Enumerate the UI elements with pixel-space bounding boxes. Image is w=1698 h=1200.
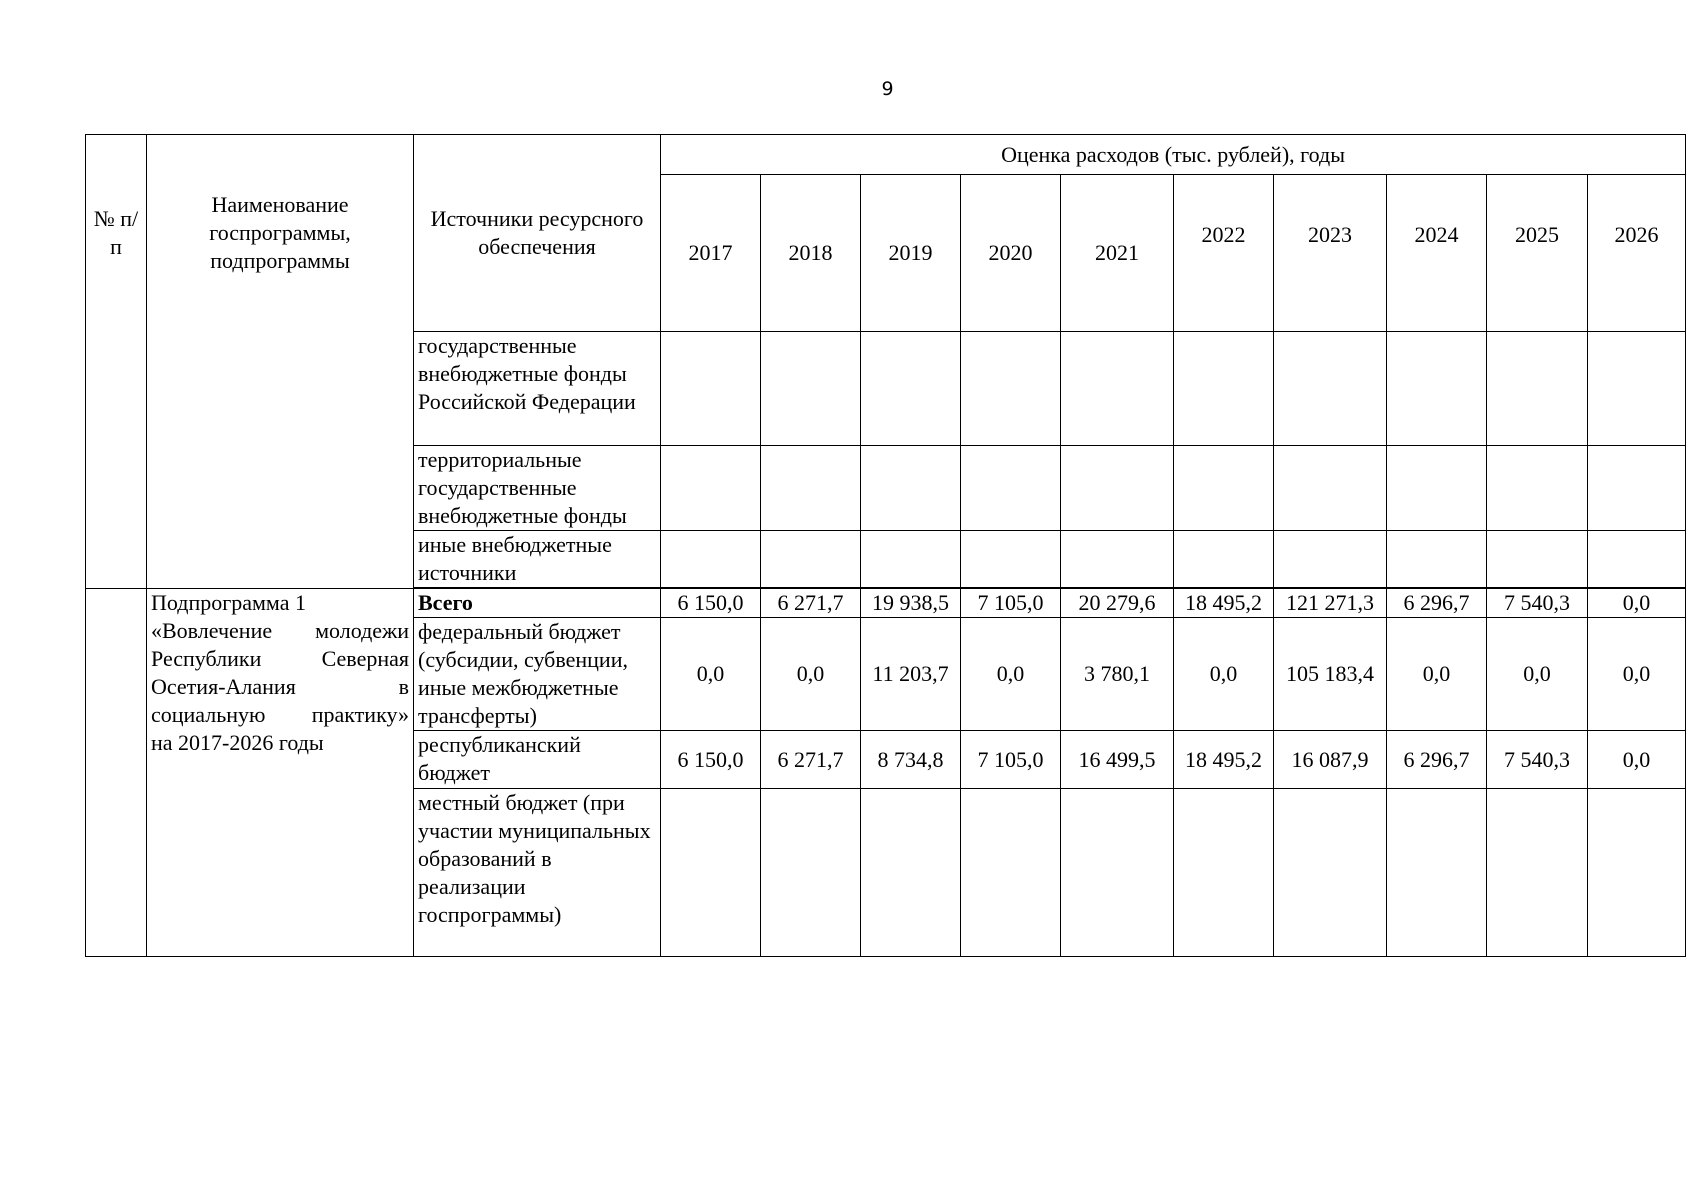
subprogram-name-line: социальную практику» — [151, 702, 409, 727]
value-cell: 20 279,6 — [1061, 589, 1174, 618]
value-cell: 7 105,0 — [961, 731, 1061, 789]
year-2021: 2021 — [1061, 175, 1174, 332]
subprogram-name-cell — [147, 589, 414, 957]
header-name-cell: Наименование госпрограммы, подпрограммы — [147, 135, 414, 589]
year-2026: 2026 — [1588, 175, 1686, 332]
value-cell: 0,0 — [661, 618, 761, 731]
budget-table — [85, 134, 1686, 957]
year-2025: 2025 — [1487, 175, 1588, 332]
source-cell: местный бюджет (при участии муниципальных образований в реализации госпрограммы) — [414, 789, 661, 957]
page-number: 9 — [881, 78, 894, 100]
value-cell — [1487, 789, 1588, 957]
value-cell: 7 105,0 — [961, 589, 1061, 618]
source-cell: федеральный бюджет (субсидии, субвенции, иные межбюджетные трансферты) — [414, 618, 661, 731]
value-cell: 0,0 — [1387, 618, 1487, 731]
subprogram-name-line: Подпрограмма 1 — [151, 590, 306, 615]
value-cell — [1274, 789, 1387, 957]
header-number-cell: № п/п — [86, 135, 147, 589]
value-cell — [661, 789, 761, 957]
value-cell: 11 203,7 — [861, 618, 961, 731]
value-cell: 0,0 — [1174, 618, 1274, 731]
year-2022: 2022 — [1174, 175, 1274, 332]
year-2017: 2017 — [661, 175, 761, 332]
subprogram-name-line: «Вовлечение молодежи — [151, 618, 409, 643]
source-cell: иные внебюджетные источники — [414, 531, 661, 588]
subprogram-name-line: Республики Северная — [151, 646, 409, 671]
source-cell: государственные внебюджетные фонды Российской Федерации — [414, 332, 661, 446]
value-cell: 121 271,3 — [1274, 589, 1387, 618]
subprogram-name-line: Осетия-Алания в — [151, 674, 409, 699]
year-2024: 2024 — [1387, 175, 1487, 332]
value-cell — [961, 789, 1061, 957]
source-cell: Всего — [414, 589, 661, 618]
value-cell: 0,0 — [1588, 731, 1686, 789]
value-cell: 8 734,8 — [861, 731, 961, 789]
value-cell: 18 495,2 — [1174, 731, 1274, 789]
value-cell — [1174, 789, 1274, 957]
value-cell — [861, 789, 961, 957]
value-cell: 0,0 — [1588, 589, 1686, 618]
value-cell: 0,0 — [1487, 618, 1588, 731]
value-cell — [1387, 789, 1487, 957]
value-cell: 7 540,3 — [1487, 731, 1588, 789]
value-cell: 6 150,0 — [661, 589, 761, 618]
value-cell: 6 296,7 — [1387, 589, 1487, 618]
value-cell: 0,0 — [961, 618, 1061, 731]
value-cell: 6 150,0 — [661, 731, 761, 789]
value-cell: 105 183,4 — [1274, 618, 1387, 731]
source-cell: республиканский бюджет — [414, 731, 661, 789]
value-cell: 18 495,2 — [1174, 589, 1274, 618]
year-2018: 2018 — [761, 175, 861, 332]
header-row — [86, 135, 1686, 175]
value-cell: 7 540,3 — [1487, 589, 1588, 618]
value-cell: 19 938,5 — [861, 589, 961, 618]
number-cell — [86, 589, 147, 957]
value-cell — [761, 789, 861, 957]
value-cell: 6 271,7 — [761, 589, 861, 618]
header-source-cell: Источники ресурсного обеспечения — [414, 135, 661, 332]
year-2020: 2020 — [961, 175, 1061, 332]
table-row-total — [86, 589, 1686, 618]
year-2019: 2019 — [861, 175, 961, 332]
subprogram-name-line: на 2017-2026 годы — [151, 730, 324, 755]
year-2023: 2023 — [1274, 175, 1387, 332]
header-estimate-cell: Оценка расходов (тыс. рублей), годы — [661, 135, 1686, 175]
value-cell: 3 780,1 — [1061, 618, 1174, 731]
source-cell: территориальные государственные внебюджетные фонды — [414, 446, 661, 531]
value-cell: 16 087,9 — [1274, 731, 1387, 789]
value-cell: 6 271,7 — [761, 731, 861, 789]
value-cell: 16 499,5 — [1061, 731, 1174, 789]
value-cell: 6 296,7 — [1387, 731, 1487, 789]
value-cell — [1588, 789, 1686, 957]
value-cell — [1061, 789, 1174, 957]
value-cell: 0,0 — [761, 618, 861, 731]
value-cell: 0,0 — [1588, 618, 1686, 731]
